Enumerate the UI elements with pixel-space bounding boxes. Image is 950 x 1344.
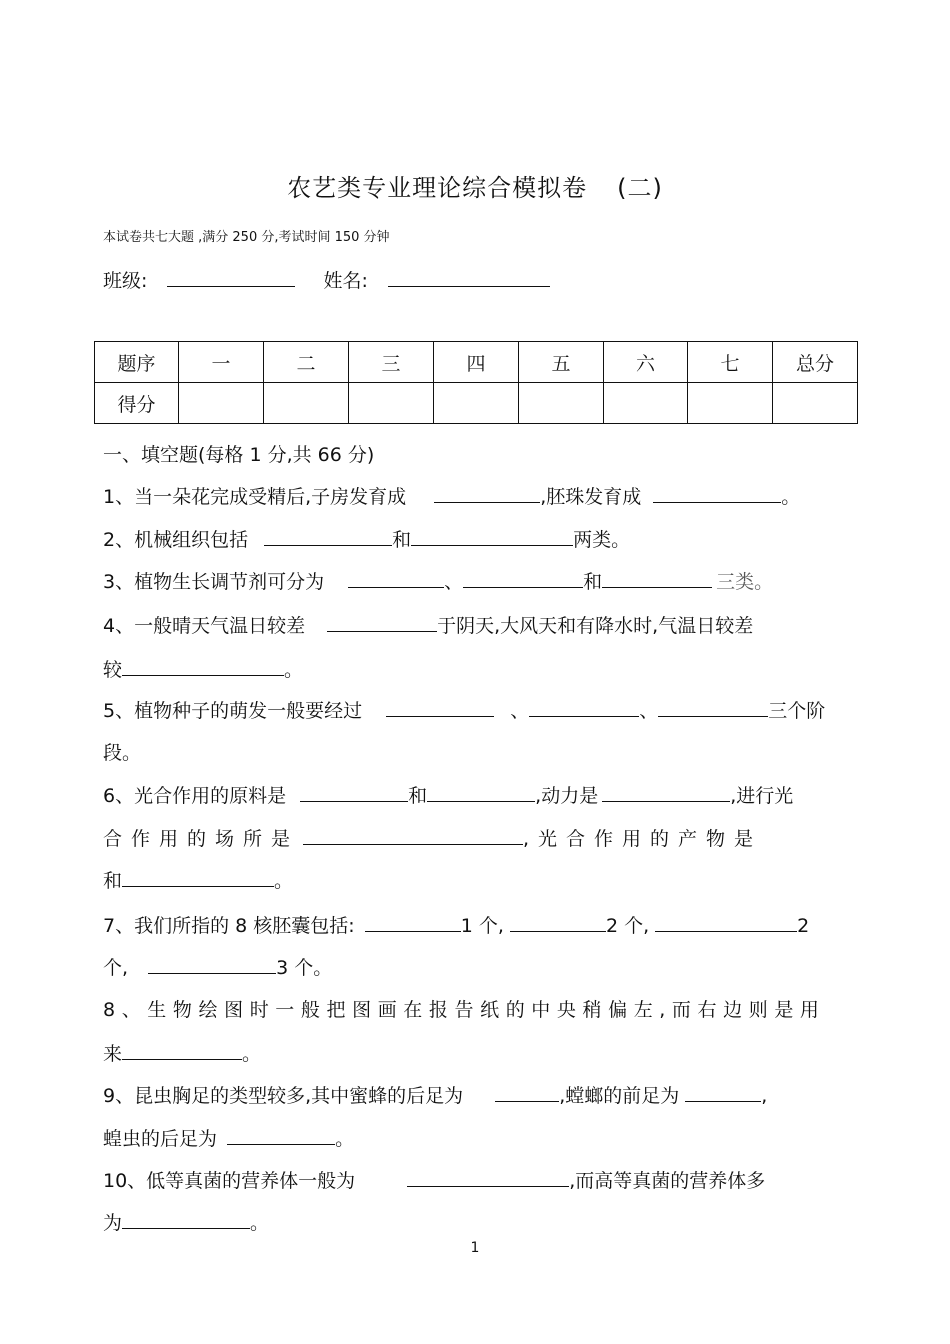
class-blank[interactable] [167, 268, 295, 287]
q6-blank-2[interactable] [427, 783, 535, 802]
question-6-cont2 [103, 866, 293, 893]
q1-text-a: 1、当一朵花完成受精后,子房发育成 [103, 486, 407, 508]
q10-text-d: 。 [250, 1212, 270, 1234]
q8-text-c: 。 [242, 1043, 262, 1065]
q9-blank-2[interactable] [685, 1083, 761, 1102]
title-text: 农艺类专业理论综合模拟卷 [287, 174, 588, 202]
q6-text-c: ,动力是 [535, 785, 599, 807]
question-9 [103, 1081, 767, 1108]
q4-text-b: 于阴天,大风天和有降水时,气温日较差 [437, 615, 754, 637]
question-5 [103, 696, 825, 723]
score-cell[interactable] [179, 383, 264, 424]
q7-text-c: 2 个, [605, 915, 650, 937]
q2-text-a: 2、机械组织包括 [103, 529, 249, 551]
q5-text-d: 三个阶 [768, 700, 826, 722]
q10-blank-1[interactable] [407, 1168, 569, 1187]
question-4-cont [103, 655, 303, 682]
q9-text-d: 蝗虫的后足为 [103, 1128, 218, 1150]
q9-text-e: 。 [335, 1128, 355, 1150]
q9-blank-3[interactable] [227, 1126, 335, 1145]
q6-text-h: 。 [274, 870, 294, 892]
q6-text-d: ,进行光 [730, 785, 794, 807]
score-row-label: 得分 [95, 383, 179, 424]
q5-blank-1[interactable] [386, 698, 494, 717]
q3-blank-2[interactable] [463, 569, 583, 588]
q7-text-d: 2 [797, 915, 810, 937]
table-header-cell: 六 [604, 342, 688, 383]
q6-text-b: 和 [408, 785, 428, 807]
q8-blank-1[interactable] [122, 1041, 242, 1060]
score-cell[interactable] [264, 383, 349, 424]
q4-text-a: 4、一般晴天气温日较差 [103, 615, 306, 637]
student-fields [103, 266, 550, 293]
score-cell[interactable] [434, 383, 519, 424]
q3-text-a: 3、植物生长调节剂可分为 [103, 571, 325, 593]
q3-text-c: 和 [583, 571, 603, 593]
score-cell[interactable] [349, 383, 434, 424]
question-8: 8、生物绘图时一般把图画在报告纸的中央稍偏左,而右边则是用 [103, 999, 826, 1021]
q10-text-a: 10、低等真菌的营养体一般为 [103, 1170, 356, 1192]
q2-text-c: 两类。 [573, 529, 631, 551]
q4-text-c: 较 [103, 659, 123, 681]
table-header-cell: 一 [179, 342, 264, 383]
q2-text-b: 和 [392, 529, 412, 551]
question-1 [103, 482, 800, 509]
question-9-cont [103, 1124, 354, 1151]
q9-blank-1[interactable] [495, 1083, 559, 1102]
q1-blank-1[interactable] [434, 484, 540, 503]
q3-blank-3[interactable] [602, 569, 712, 588]
q4-text-d: 。 [284, 659, 304, 681]
class-label: 班级: [103, 270, 148, 292]
table-header-cell: 三 [349, 342, 434, 383]
question-7 [103, 911, 809, 938]
q6-text-f: ,光合作用的产物是 [523, 828, 763, 850]
table-header-cell: 五 [519, 342, 604, 383]
score-cell[interactable] [519, 383, 604, 424]
q7-text-b: 1 个, [460, 915, 504, 937]
table-header-cell: 二 [264, 342, 349, 383]
table-header-cell: 题序 [95, 342, 179, 383]
section-heading: 一、填空题(每格 1 分,共 66 分) [103, 444, 375, 466]
q10-blank-2[interactable] [122, 1210, 250, 1229]
page-title [0, 168, 950, 203]
q6-blank-1[interactable] [300, 783, 408, 802]
q7-text-f: 3 个。 [276, 957, 333, 979]
question-4 [103, 611, 753, 638]
q1-blank-2[interactable] [653, 484, 781, 503]
score-cell[interactable] [773, 383, 858, 424]
q6-blank-3[interactable] [602, 783, 730, 802]
exam-info: 本试卷共七大题 ,满分 250 分,考试时间 150 分钟 [103, 230, 390, 245]
table-header-cell: 总分 [773, 342, 858, 383]
q6-text-g: 和 [103, 870, 123, 892]
q3-blank-1[interactable] [348, 569, 444, 588]
score-cell[interactable] [688, 383, 773, 424]
q6-text-a: 6、光合作用的原料是 [103, 785, 287, 807]
question-6 [103, 781, 793, 808]
q4-blank-2[interactable] [122, 657, 284, 676]
score-header-row [95, 342, 858, 383]
q4-blank-1[interactable] [327, 613, 437, 632]
q9-text-b: ,螳螂的前足为 [559, 1085, 680, 1107]
q7-text-a: 7、我们所指的 8 核胚囊包括: [103, 915, 355, 937]
q5-blank-2[interactable] [529, 698, 639, 717]
q10-text-b: ,而高等真菌的营养体多 [569, 1170, 766, 1192]
table-header-cell: 七 [688, 342, 773, 383]
q8-text-b: 来 [103, 1043, 123, 1065]
question-10 [103, 1166, 765, 1193]
q5-text-b: 、 [510, 700, 530, 722]
title-suffix: (二) [617, 174, 663, 202]
question-8-cont [103, 1039, 261, 1066]
question-2 [103, 525, 630, 552]
q5-text-c: 、 [639, 700, 659, 722]
name-blank[interactable] [388, 268, 550, 287]
score-cell[interactable] [604, 383, 688, 424]
q7-blank-2[interactable] [510, 913, 606, 932]
q2-blank-1[interactable] [264, 527, 392, 546]
q6-text-e: 合作用的场所是 [103, 828, 300, 850]
question-10-cont [103, 1208, 269, 1235]
question-7-cont [103, 953, 332, 980]
q3-text-d: 三类。 [716, 571, 774, 593]
q5-blank-3[interactable] [658, 698, 768, 717]
name-label: 姓名: [323, 270, 368, 292]
question-6-cont [103, 824, 762, 851]
question-3 [103, 567, 773, 594]
q2-blank-2[interactable] [411, 527, 573, 546]
q7-blank-1[interactable] [365, 913, 461, 932]
score-row [95, 383, 858, 424]
table-header-cell: 四 [434, 342, 519, 383]
question-5-cont: 段。 [103, 742, 142, 764]
q9-text-a: 9、昆虫胸足的类型较多,其中蜜蜂的后足为 [103, 1085, 464, 1107]
q6-blank-4[interactable] [303, 826, 523, 845]
score-table [94, 341, 858, 424]
q7-blank-3[interactable] [655, 913, 797, 932]
page-number: 1 [470, 1240, 480, 1256]
q1-text-b: ,胚珠发育成 [540, 486, 642, 508]
q7-text-e: 个, [103, 957, 129, 979]
q7-blank-4[interactable] [148, 955, 276, 974]
q5-text-a: 5、植物种子的萌发一般要经过 [103, 700, 363, 722]
q1-text-c: 。 [781, 486, 801, 508]
q6-blank-5[interactable] [122, 868, 274, 887]
q10-text-c: 为 [103, 1212, 123, 1234]
q9-text-c: , [761, 1085, 768, 1107]
q3-text-b: 、 [444, 571, 464, 593]
